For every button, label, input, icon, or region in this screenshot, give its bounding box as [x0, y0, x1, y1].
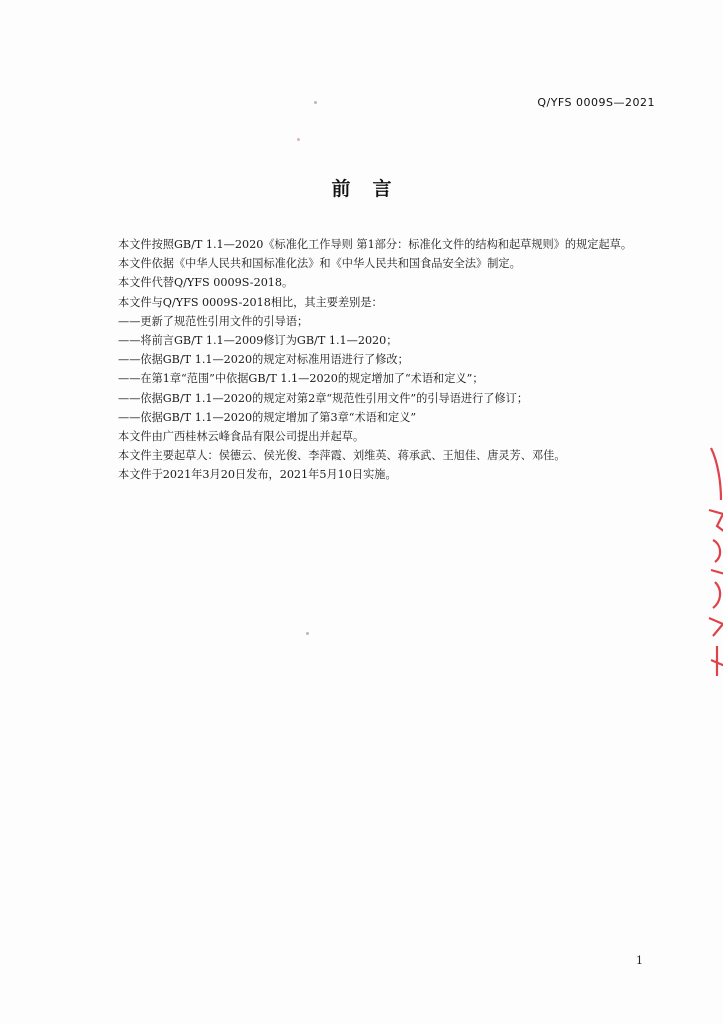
- list-item-difference: ——将前言GB/T 1.1—2009修订为GB/T 1.1—2020；: [118, 334, 398, 348]
- document-code: Q/YFS 0009S—2021: [537, 96, 655, 109]
- page-title: 前言: [331, 178, 414, 200]
- list-item-difference: ——更新了规范性引用文件的引导语；: [118, 314, 309, 328]
- foreword-body: [96, 235, 661, 485]
- seal-stamp-fragment: [703, 440, 723, 690]
- list-item-difference: ——依据GB/T 1.1—2020的规定对标准用语进行了修改；: [118, 353, 409, 367]
- paragraph-drafters: 本文件主要起草人：侯德云、侯光俊、李萍霞、刘维英、蒋承武、王旭佳、唐灵芳、邓佳。: [118, 449, 566, 463]
- paragraph-differences-intro: 本文件与Q/YFS 0009S-2018相比，其主要差别是：: [118, 295, 383, 309]
- paragraph-dates: 本文件于2021年3月20日发布，2021年5月10日实施。: [118, 468, 397, 482]
- page-number: 1: [636, 954, 643, 967]
- paragraph-proposer: 本文件由广西桂林云峰食品有限公司提出并起草。: [118, 430, 365, 444]
- list-item-difference: ——在第1章“范围”中依据GB/T 1.1—2020的规定增加了“术语和定义”；: [118, 372, 484, 386]
- scan-speck: [314, 101, 317, 104]
- list-item-difference: ——依据GB/T 1.1—2020的规定增加了第3章“术语和定义”: [118, 410, 417, 424]
- paragraph-drafting-rules: 本文件按照GB/T 1.1—2020《标准化工作导则 第1部分：标准化文件的结构和起草规则》的规定起草。: [118, 238, 633, 251]
- scan-speck: [297, 138, 300, 141]
- paragraph-legal-basis: 本文件依据《中华人民共和国标准化法》和《中华人民共和国食品安全法》制定。: [118, 257, 521, 271]
- scan-speck: [306, 632, 309, 635]
- list-item-difference: ——依据GB/T 1.1—2020的规定对第2章“规范性引用文件”的引导语进行了修订；: [118, 391, 529, 405]
- paragraph-replaces: 本文件代替Q/YFS 0009S-2018。: [118, 276, 294, 290]
